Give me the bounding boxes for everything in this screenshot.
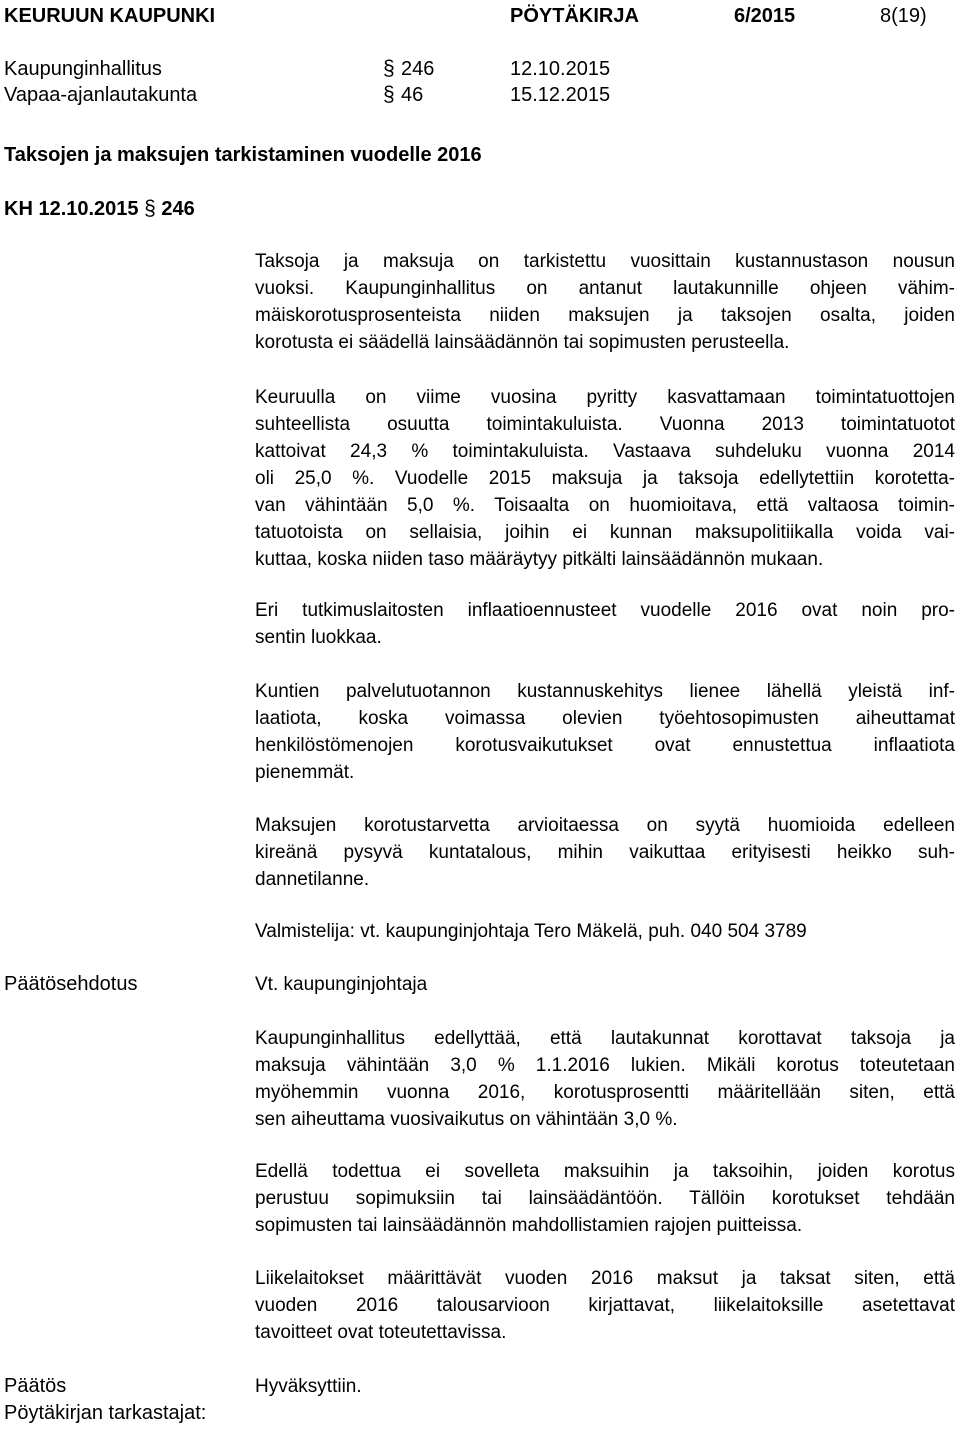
paragraph-line: oli 25,0 %. Vuodelle 2015 maksuja ja taksoja edellytettiin korotetta- bbox=[255, 468, 955, 489]
paragraph-line: van vähintään 5,0 %. Toisaalta on huomioitava, että valtaosa toimin- bbox=[255, 495, 955, 516]
paragraph-line: Eri tutkimuslaitosten inflaatioennusteet vuodelle 2016 ovat noin pro- bbox=[255, 600, 955, 621]
proposal-paragraph-2 bbox=[255, 1158, 955, 1239]
organization-name: KEURUUN KAUPUNKI bbox=[4, 5, 216, 27]
paragraph-line: kattoivat 24,3 % toimintakuluista. Vastaava suhdeluku vuonna 2014 bbox=[255, 441, 955, 462]
meeting-number-1: 246 bbox=[401, 58, 435, 80]
paragraph-line: kuttaa, koska niiden taso määräytyy pitkälti lainsäädännön mukaan. bbox=[255, 549, 824, 570]
paragraph-line: Kuntien palvelutuotannon kustannuskehitys lienee lähellä yleistä inf- bbox=[255, 681, 955, 702]
reference-prefix: KH 12.10.2015 bbox=[4, 198, 139, 220]
proposal-paragraph-3 bbox=[255, 1265, 955, 1346]
paragraph-line: korotusta ei säädellä lainsäädännön tai sopimusten perusteella. bbox=[255, 332, 790, 353]
decision-text bbox=[255, 1373, 955, 1400]
paragraph-line: sentin luokkaa. bbox=[255, 627, 382, 648]
paragraph-line: tatuotoista on sellaisia, joihin ei kunnan maksupolitiikalla voida vai- bbox=[255, 522, 955, 543]
section-symbol-1: § bbox=[383, 57, 395, 80]
meeting-date-2: 15.12.2015 bbox=[510, 84, 611, 106]
decision-text-line: Hyväksyttiin. bbox=[255, 1376, 362, 1397]
reference-number: 246 bbox=[161, 198, 195, 220]
document-number: 6/2015 bbox=[734, 5, 796, 27]
paragraph-line: Valmistelija: vt. kaupunginjohtaja Tero Mäkelä, puh. 040 504 3789 bbox=[255, 921, 807, 942]
document-title: Taksojen ja maksujen tarkistaminen vuodelle 2016 bbox=[4, 144, 482, 166]
paragraph-line: vuoden 2016 talousarvioon kirjattavat, liikelaitoksille asetettavat bbox=[255, 1295, 955, 1316]
reference-section-symbol: § bbox=[144, 197, 156, 220]
meeting-body-1: Kaupunginhallitus bbox=[4, 58, 162, 80]
paragraph-line: tavoitteet ovat toteutettavissa. bbox=[255, 1322, 507, 1343]
paragraph-line: sopimusten tai lainsäädännön mahdollistamien rajojen puitteissa. bbox=[255, 1215, 803, 1236]
paragraph-line: perustuu sopimuksiin tai lainsäädäntöön. Tällöin korotukset tehdään bbox=[255, 1188, 955, 1209]
paragraph-line: Maksujen korotustarvetta arvioitaessa on syytä huomioida edelleen bbox=[255, 815, 955, 836]
paragraph-line: maksuja vähintään 3,0 % 1.1.2016 lukien. Mikäli korotus toteutetaan bbox=[255, 1055, 955, 1076]
page-number: 8(19) bbox=[880, 5, 927, 27]
paragraph-5 bbox=[255, 812, 955, 893]
section-reference bbox=[4, 196, 195, 222]
paragraph-line: suhteellista osuutta toimintakuluista. Vuonna 2013 toimintatuotot bbox=[255, 414, 955, 435]
meeting-body-2: Vapaa-ajanlautakunta bbox=[4, 84, 198, 106]
paragraph-line: sen aiheuttama vuosivaikutus on vähintään 3,0 %. bbox=[255, 1109, 678, 1130]
meeting-number-2: 46 bbox=[401, 84, 424, 106]
paragraph-line: pienemmät. bbox=[255, 762, 355, 783]
proposal-paragraph-1 bbox=[255, 1025, 955, 1133]
paragraph-line: vuoksi. Kaupunginhallitus on antanut lautakunnille ohjeen vähim- bbox=[255, 278, 955, 299]
paragraph-1 bbox=[255, 248, 955, 356]
paragraph-line: laatiota, koska voimassa olevien työehtosopimusten aiheuttamat bbox=[255, 708, 955, 729]
paragraph-line: henkilöstömenojen korotusvaikutukset ovat ennustettua inflaatiota bbox=[255, 735, 955, 756]
decision-label: Päätös bbox=[4, 1375, 67, 1397]
reviewers-label: Pöytäkirjan tarkastajat: bbox=[4, 1402, 207, 1424]
paragraph-line: Liikelaitokset määrittävät vuoden 2016 maksut ja taksat siten, että bbox=[255, 1268, 955, 1289]
paragraph-line: myöhemmin vuonna 2016, korotusprosentti määritellään siten, että bbox=[255, 1082, 955, 1103]
paragraph-3 bbox=[255, 597, 955, 651]
preparer-line bbox=[255, 918, 955, 945]
paragraph-line: Edellä todettua ei sovelleta maksuihin ja taksoihin, joiden korotus bbox=[255, 1161, 955, 1182]
paragraph-line: dannetilanne. bbox=[255, 869, 370, 890]
section-symbol-2: § bbox=[383, 83, 395, 106]
meeting-date-1: 12.10.2015 bbox=[510, 58, 611, 80]
paragraph-4 bbox=[255, 678, 955, 786]
paragraph-line: Kaupunginhallitus edellyttää, että lautakunnat korottavat taksoja ja bbox=[255, 1028, 955, 1049]
document-type: PÖYTÄKIRJA bbox=[510, 5, 639, 27]
paragraph-line: mäiskorotusprosenteista niiden maksujen ja taksojen osalta, joiden bbox=[255, 305, 955, 326]
paragraph-line: Keuruulla on viime vuosina pyritty kasvattamaan toimintatuottojen bbox=[255, 387, 955, 408]
paragraph-line: Taksoja ja maksuja on tarkistettu vuosittain kustannustason nousun bbox=[255, 251, 955, 272]
proposal-author-text: Vt. kaupunginjohtaja bbox=[255, 974, 428, 995]
proposal-author bbox=[255, 971, 955, 998]
proposal-label: Päätösehdotus bbox=[4, 973, 138, 995]
paragraph-2 bbox=[255, 384, 955, 573]
paragraph-line: kireänä pysyvä kuntatalous, mihin vaikuttaa erityisesti heikko suh- bbox=[255, 842, 955, 863]
